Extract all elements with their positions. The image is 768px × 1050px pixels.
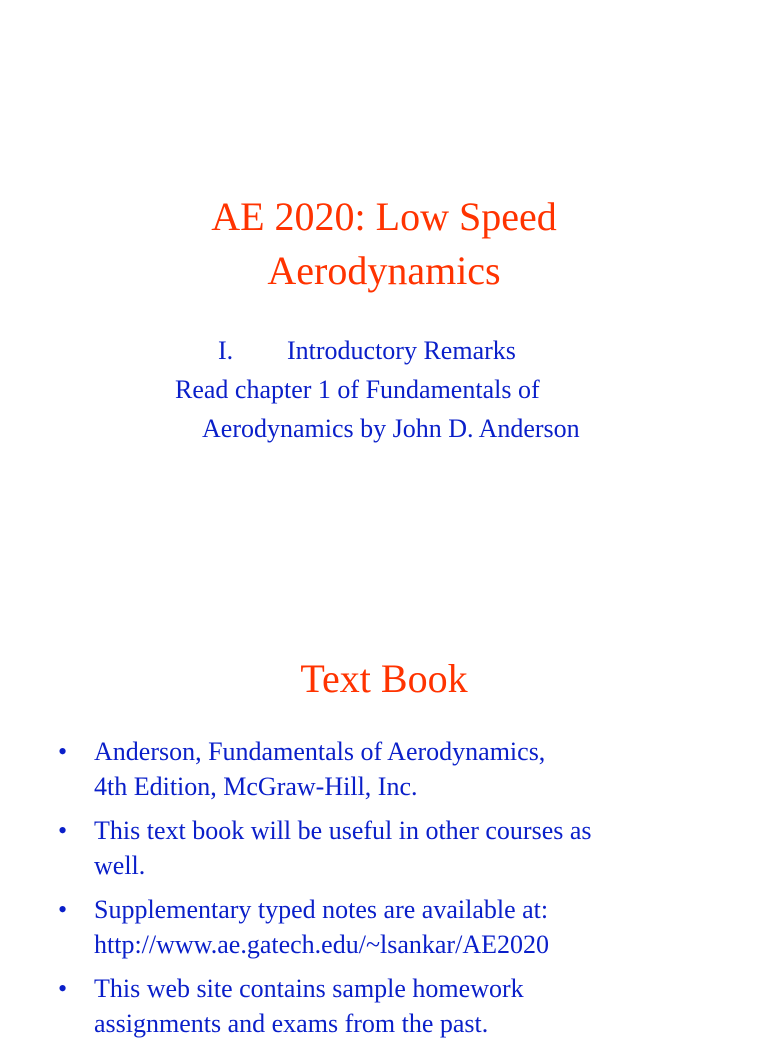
bullet-icon: • — [58, 895, 68, 924]
textbook-bullet-list — [58, 734, 718, 1050]
bullet-line: well. — [94, 851, 146, 880]
remark-heading: Introductory Remarks — [287, 336, 516, 365]
bullet-line: 4th Edition, McGraw-Hill, Inc. — [94, 772, 418, 801]
list-item — [58, 734, 718, 804]
slide-title — [0, 190, 768, 298]
bullet-line: Anderson, Fundamentals of Aerodynamics, — [94, 737, 546, 766]
list-item — [58, 892, 718, 962]
course-url-link[interactable]: http://www.ae.gatech.edu/~lsankar/AE2020 — [94, 930, 549, 959]
list-item — [58, 971, 718, 1041]
list-item — [58, 813, 718, 883]
bullet-line: assignments and exams from the past. — [94, 1009, 489, 1038]
bullet-icon: • — [58, 974, 68, 1003]
textbook-section-title: Text Book — [300, 656, 468, 701]
slide-title-line-1: AE 2020: Low Speed — [211, 194, 557, 239]
bullet-icon: • — [58, 737, 68, 766]
bullet-line: This text book will be useful in other courses as — [94, 816, 592, 845]
remark-number: I. — [218, 336, 234, 365]
reading-instruction-line-2: Aerodynamics by John D. Anderson — [202, 414, 580, 443]
slide-title-line-2: Aerodynamics — [267, 248, 501, 293]
bullet-line: This web site contains sample homework — [94, 974, 524, 1003]
bullet-icon: • — [58, 816, 68, 845]
bullet-line: Supplementary typed notes are available at: — [94, 895, 549, 924]
reading-instruction-line-1: Read chapter 1 of Fundamentals of — [175, 375, 540, 404]
